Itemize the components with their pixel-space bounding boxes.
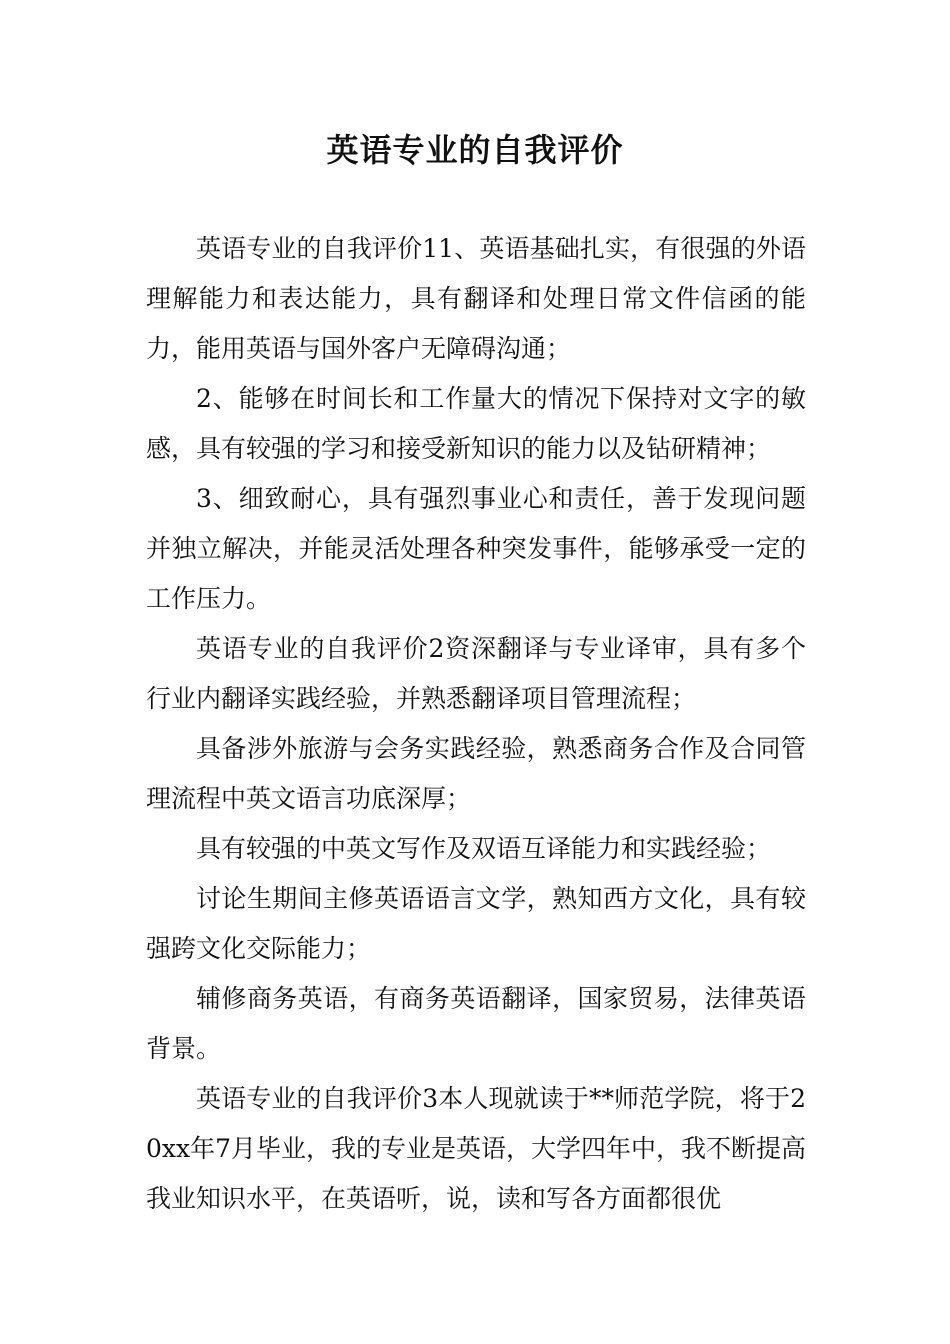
paragraph-2: 2、能够在时间长和工作量大的情况下保持对文字的敏感，具有较强的学习和接受新知识的能力以及钻研精神； <box>146 384 806 463</box>
paragraph-3: 3、细致耐心，具有强烈事业心和责任，善于发现问题并独立解决，并能灵活处理各种突发事件，能够承受一定的工作压力。 <box>146 484 806 613</box>
paragraph-4: 英语专业的自我评价2资深翻译与专业译审，具有多个行业内翻译实践经验，并熟悉翻译项目管理流程； <box>146 634 806 713</box>
paragraph-1: 英语专业的自我评价11、英语基础扎实，有很强的外语理解能力和表达能力，具有翻译和处理日常文件信函的能力，能用英语与国外客户无障碍沟通； <box>146 234 806 363</box>
paragraph-7: 讨论生期间主修英语语言文学，熟知西方文化，具有较强跨文化交际能力； <box>146 884 806 963</box>
document-title: 英语专业的自我评价 <box>326 131 624 169</box>
paragraph-8: 辅修商务英语，有商务英语翻译，国家贸易，法律英语背景。 <box>146 984 806 1063</box>
paragraph-5: 具备涉外旅游与会务实践经验，熟悉商务合作及合同管理流程中英文语言功底深厚； <box>146 734 806 813</box>
paragraph-6: 具有较强的中英文写作及双语互译能力和实践经验； <box>196 834 772 863</box>
document-body <box>146 224 806 1224</box>
paragraph-9: 英语专业的自我评价3本人现就读于**师范学院，将于20xx年7月毕业，我的专业是英语，大学四年中，我不断提高我业知识水平，在英语听，说，读和写各方面都很优 <box>146 1084 807 1213</box>
